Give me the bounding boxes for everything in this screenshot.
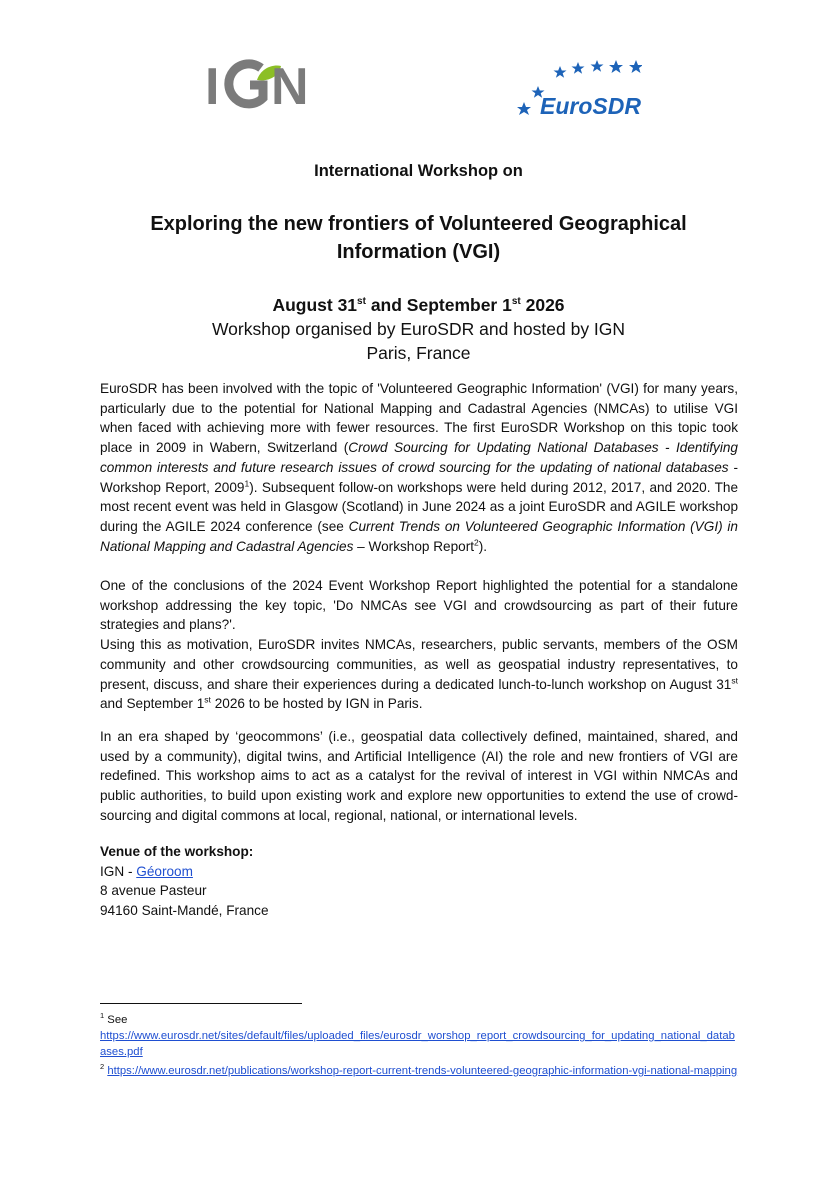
footnote-1-link[interactable]: https://www.eurosdr.net/sites/default/files/uploaded_files/eurosdr_worshop_report_crowdsourcing_for_updating_national_databases.pdf [100,1030,735,1059]
venue-block [100,842,269,921]
svg-text:I: I [205,58,221,112]
footnote-1: $^1$ See https://www.eurosdr.net/sites/default/files/uploaded_files/eurosdr_worshop_report_crowdsourcing_for_updating_national_databases.pdf [100,1011,735,1059]
footnote-separator [100,1003,302,1004]
paragraph-motivation: One of the conclusions of the 2024 Event Workshop Report highlighted the potential for a standalone workshop addressing the key topic, 'Do NMCAs see VGI and crowdsourcing as part of their future strategies and plans?'. Using this as motivation, EuroSDR invites NMCAs, researchers, public servants, members of the OSM community and other crowdsourcing communities, as well as geospatial industry representatives, to present, discuss, and share their experiences during a dedicated lunch-to-lunch workshop on August 31st and September 1st 2026 to be hosted by IGN in Paris. [100,578,738,712]
footnote-2: $^2$ https://www.eurosdr.net/publications/workshop-report-current-trends-volunteered-geographic-information-vgi-national-mapping [100,1062,738,1077]
svg-text:EuroSDR: EuroSDR [540,93,641,119]
title-line-1: Exploring the new frontiers of Volunteered Geographical [150,213,687,235]
footnote-ref-2[interactable]: 2 [474,537,479,548]
intro-heading: International Workshop on [314,162,523,180]
title-line-2: Information (VGI) [336,241,501,263]
venue-city: 94160 Saint-Mandé, France [100,903,269,919]
venue-street: 8 avenue Pasteur [100,883,207,899]
organised-by: Workshop organised by EuroSDR and hosted by IGN [211,319,626,339]
georoom-link[interactable]: Géoroom [136,863,193,879]
footnote-ref-1[interactable]: 1 [244,477,250,488]
workshop-dates: August 31st and September 1st 2026 [272,294,565,315]
footnote-2-link[interactable]: https://www.eurosdr.net/publications/workshop-report-current-trends-volunteered-geographic-information-vgi-national-mapping [107,1065,738,1077]
location: Paris, France [366,343,471,363]
paragraph-background: EuroSDR has been involved with the topic of 'Volunteered Geographic Information' (VGI) for many years, particularly due to the potential for National Mapping and Cadastral Agencies (NMCAs) to utilise VGI when faced with achieving more with fewer resources. The first EuroSDR Workshop on this topic took place in 2009 in Wabern, Switzerland (Crowd Sourcing for Updating National Databases - Identifying common interests and future research issues of crowd sourcing for the updating of national databases - Workshop Report, 2009$^1$). Subsequent follow-on workshops were held during 2012, 2017, and 2020. The most recent event was held in Glasgow (Scotland) in June 2024 as a joint EuroSDR and AGILE workshop during the AGILE 2024 conference (see Current Trends on Volunteered Geographic Information (VGI) in National Mapping and Cadastral Agencies – Workshop Report$^2$). [100,381,738,554]
ign-logo [205,58,313,112]
venue-heading: Venue of the workshop: [100,844,254,859]
venue-org: IGN - Géoroom [100,863,193,879]
paragraph-geocommons: In an era shaped by ‘geocommons’ (i.e., geospatial data collectively defined, maintained, shared, and used by a community), digital twins, and Artificial Intelligence (AI) the role and new frontiers of VGI are redefined. This workshop aims to act as a catalyst for the revival of interest in VGI within NMCAs and public authorities, to build upon existing work and explore new opportunities to extend the use of crowd-sourcing and digital commons at local, regional, national, or international levels. [100,729,738,823]
eurosdr-logo [512,56,642,124]
workshop-title [100,210,737,266]
svg-text:N: N [271,58,309,112]
